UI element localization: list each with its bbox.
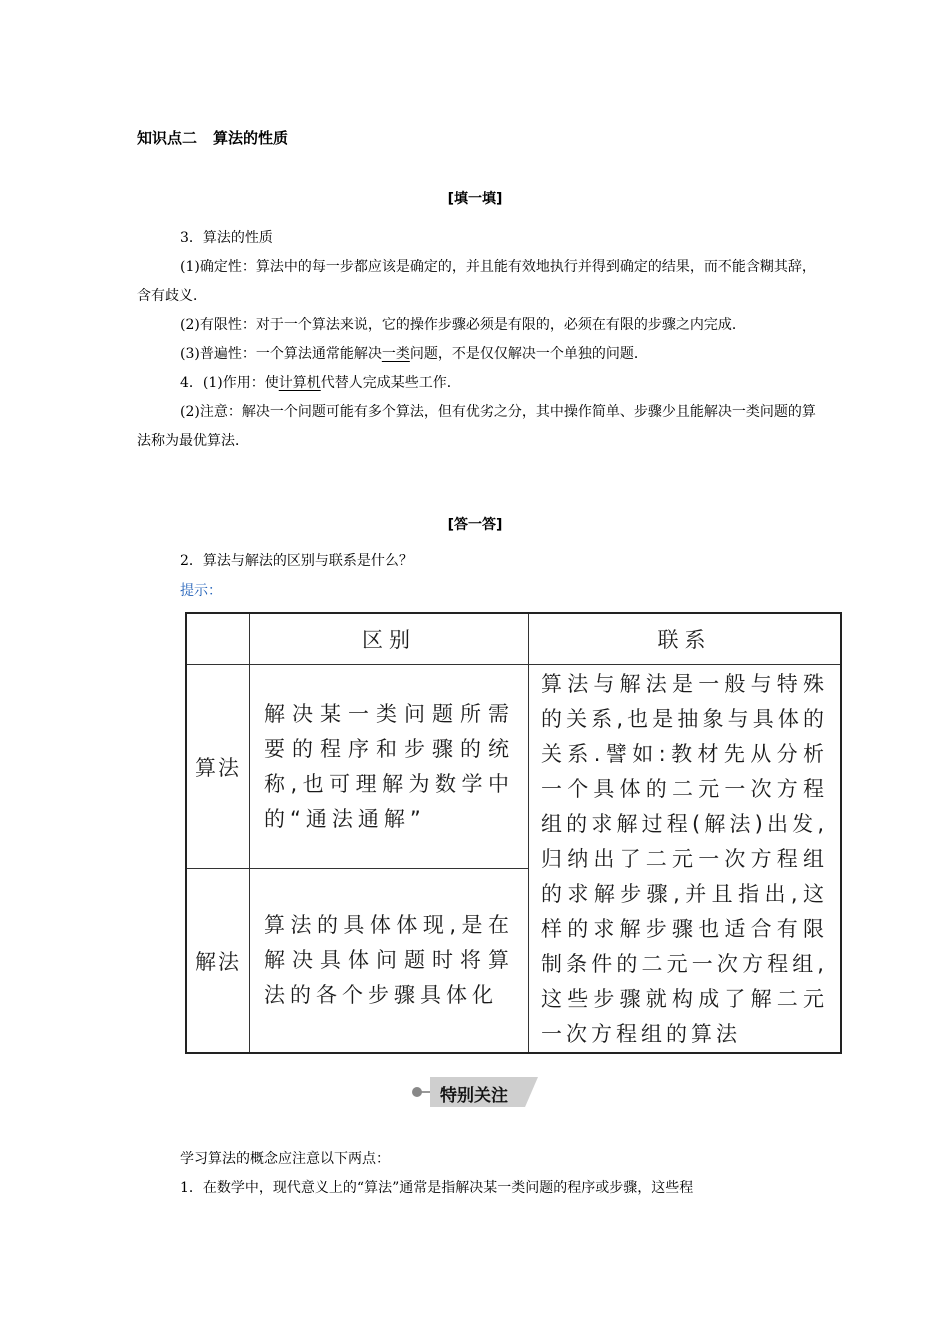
p4-pre: 4．(1)作用：使	[180, 375, 279, 391]
special-attention-banner	[412, 1077, 538, 1107]
connection-cell: 算法与解法是一般与特殊的关系,也是抽象与具体的关系.譬如:教材先从分析一个具体的二元一次方程组的求解过程(解法)出发,归纳出了二元一次方程组的求解步骤,并且指出,这样的求解步骤也适合有限制条件的二元一次方程组,这些步骤就构成了解二元一次方程组的算法	[529, 665, 842, 1054]
answer-heading: [答一答]	[447, 517, 503, 533]
answer-question-block	[137, 547, 817, 576]
answer-question: 2．算法与解法的区别与联系是什么？	[180, 553, 413, 569]
header-difference: 区别	[250, 613, 529, 665]
special-point-1: 1．在数学中，现代意义上的“算法”通常是指解决某一类问题的程序或步骤，这些程	[180, 1180, 694, 1196]
row-algorithm-head: 算法	[186, 665, 250, 869]
property-generality	[137, 340, 817, 369]
item-3: 3．算法的性质	[180, 230, 273, 246]
p4-post: 代替人完成某些工作．	[320, 375, 461, 391]
item-4-note: (2)注意：解决一个问题可能有多个算法，但有优劣之分，其中操作简单、步骤少且能解决一类问题的算法称为最优算法．	[137, 404, 816, 449]
header-connection: 联系	[529, 613, 842, 665]
table-corner	[186, 613, 250, 665]
banner-label: 特别关注	[440, 1086, 508, 1106]
banner-dot-icon	[412, 1087, 422, 1097]
property-finiteness: (2)有限性：对于一个算法来说，它的操作步骤必须是有限的，必须在有限的步骤之内完成．	[180, 317, 746, 333]
section-prefix: 知识点二	[137, 129, 198, 147]
fill-content	[137, 224, 817, 456]
fill-heading: [填一填]	[447, 191, 503, 207]
item-4-role	[137, 369, 817, 398]
p3-post: 问题，不是仅仅解决一个单独的问题．	[409, 346, 648, 362]
property-determinacy: (1)确定性：算法中的每一步都应该是确定的，并且能有效地执行并得到确定的结果，而不能含糊其辞，含有歧义．	[137, 259, 816, 304]
p4-blank: 计算机	[278, 375, 321, 391]
section-name: 算法的性质	[213, 129, 289, 147]
row-solution-difference: 算法的具体体现,是在解决具体问题时将算法的各个步骤具体化	[250, 869, 529, 1054]
hint-label: 提示：	[180, 583, 222, 599]
p3-pre: (3)普遍性：一个算法通常能解决	[180, 346, 382, 362]
row-algorithm-difference: 解决某一类问题所需要的程序和步骤的统称,也可理解为数学中的“通法通解”	[250, 665, 529, 869]
comparison-table	[185, 612, 842, 1054]
special-intro: 学习算法的概念应注意以下两点：	[180, 1151, 390, 1167]
section-title	[137, 127, 288, 148]
row-solution-head: 解法	[186, 869, 250, 1054]
p3-blank: 一类	[381, 346, 410, 362]
special-content	[137, 1145, 817, 1203]
